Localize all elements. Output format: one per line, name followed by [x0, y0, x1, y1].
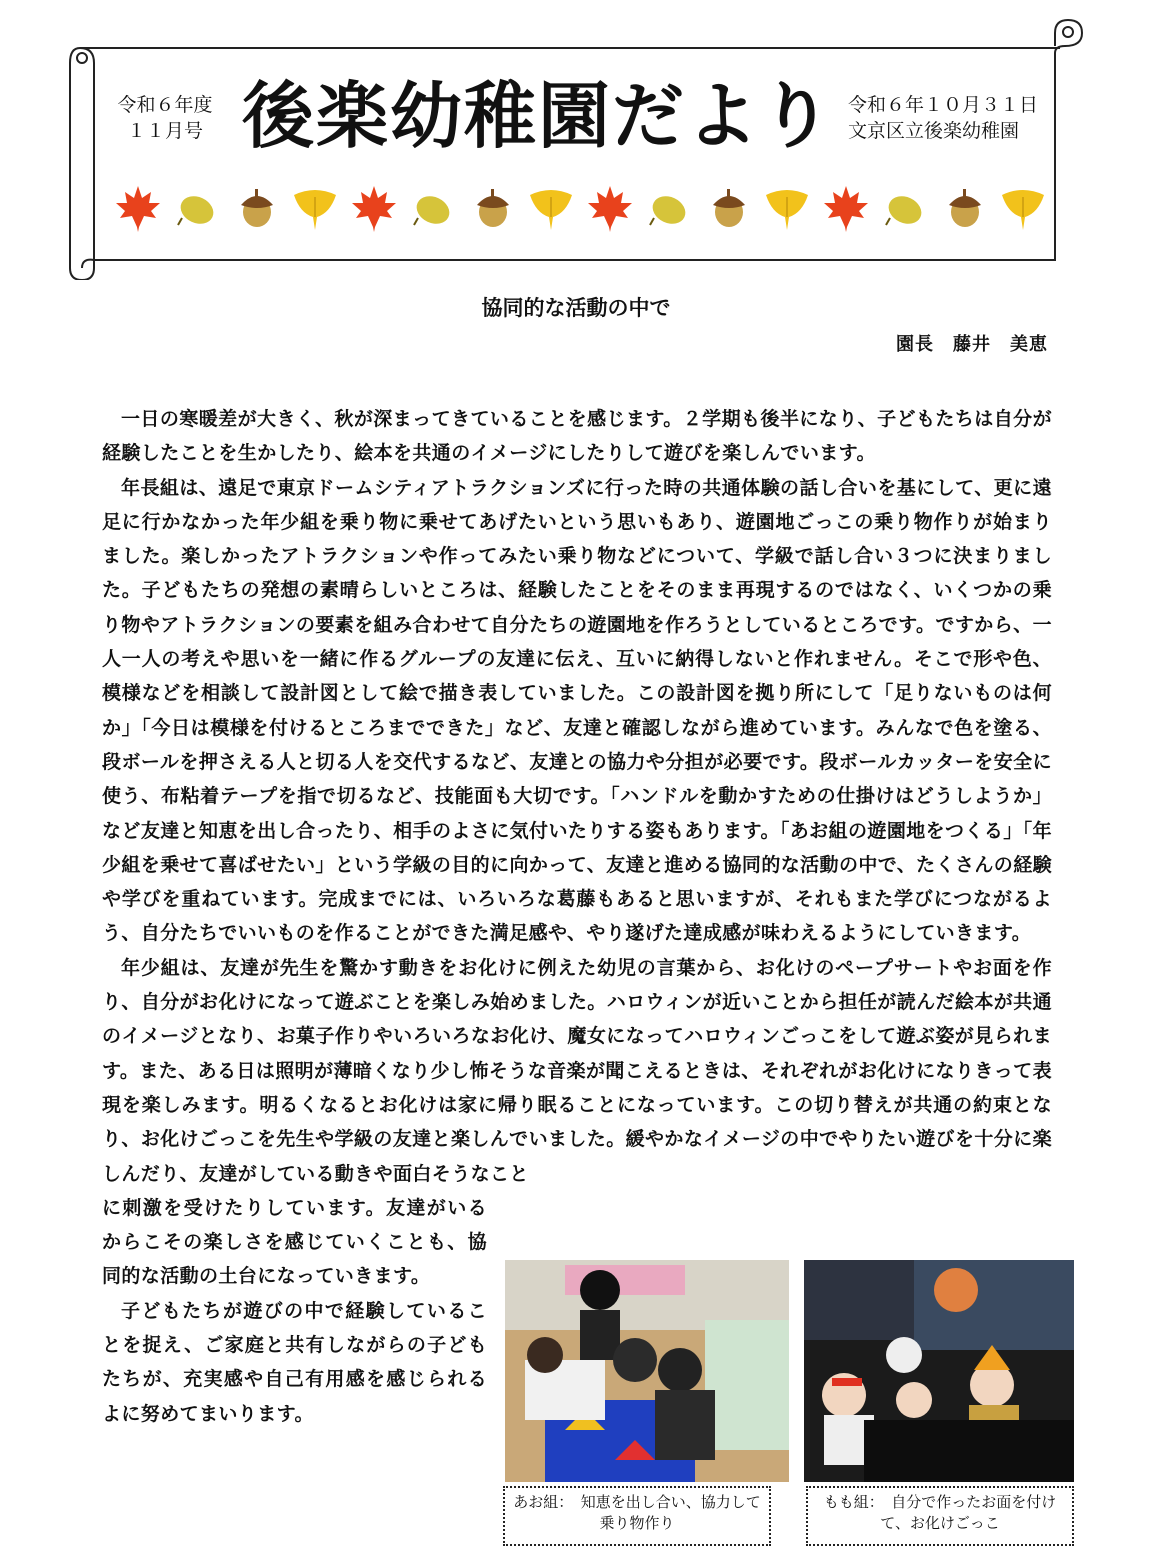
ginkgo-nut-icon: [880, 183, 930, 233]
article-heading: 協同的な活動の中で: [481, 296, 671, 320]
acorn-icon: [467, 183, 517, 233]
school-name: 文京区立後楽幼稚園: [848, 120, 1020, 142]
publication-date: 令和６年１０月３１日: [848, 94, 1039, 116]
ginkgo-leaf-icon: [998, 183, 1048, 233]
ginkgo-leaf-icon: [526, 183, 576, 233]
autumn-leaf-border: [113, 183, 1048, 235]
article-author: 園長 藤井 美恵: [896, 334, 1048, 355]
paragraph-closing: 子どもたちが遊びの中で経験していることを捉え、ご家庭と共有しながらの子どもたちが、充実感や自己有用感を感じられるよに努めてまいります。: [102, 1299, 487, 1425]
fiscal-year-label: 令和６年度: [117, 94, 213, 116]
acorn-icon: [939, 183, 989, 233]
photo-caption-momogumi: もも組： 自分で作ったお面を付けて、お化けごっこ: [806, 1486, 1074, 1546]
maple-leaf-icon: [585, 183, 635, 233]
newsletter-title: 後楽幼稚園だより: [241, 73, 834, 158]
publication-info: [848, 92, 1068, 144]
maple-leaf-icon: [821, 183, 871, 233]
ginkgo-nut-icon: [408, 183, 458, 233]
paragraph-younger-class: 年少組は、友達が先生を驚かす動きをお化けに例えた幼児の言葉から、お化けのペープサートやお面を作り、自分がお化けになって遊ぶことを楽しみ始めました。ハロウィンが近いことから担任が読んだ絵本が共通のイメージとなり、お菓子作りやいろいろなお化け、魔女になってハロウィンごっこをして遊ぶ姿が見られます。また、ある日は照明が薄暗くなり少し怖そうな音楽が聞こえるときは、それぞれがお化けになりきって表現を楽しみます。明るくなるとお化けは家に帰り眠ることになっています。この切り替えが共通の約束となり、お化けごっこを先生や学級の友達と楽しんでいました。緩やかなイメージの中でやりたい遊びを十分に楽しんだり、友達がしている動きや面白そうなこと: [102, 956, 1052, 1185]
photo-caption-aogumi: あお組： 知恵を出し合い、協力して乗り物作り: [503, 1486, 771, 1546]
ginkgo-leaf-icon: [290, 183, 340, 233]
ginkgo-nut-icon: [172, 183, 222, 233]
photo-aogumi-building-rides: [505, 1260, 789, 1482]
maple-leaf-icon: [113, 183, 163, 233]
acorn-icon: [703, 183, 753, 233]
issue-label: １１月号: [126, 120, 203, 142]
maple-leaf-icon: [349, 183, 399, 233]
issue-info: [100, 92, 230, 144]
photo-momogumi-mask-play: [804, 1260, 1074, 1482]
ginkgo-nut-icon: [644, 183, 694, 233]
paragraph-intro: 一日の寒暖差が大きく、秋が深まってきていることを感じます。２学期も後半になり、子どもたちは自分が経験したことを生かしたり、絵本を共通のイメージにしたりして遊びを楽しんでいます。: [102, 408, 1052, 465]
paragraph-older-class: 年長組は、遠足で東京ドームシティアトラクションズに行った時の共通体験の話し合いを基にして、更に遠足に行かなかった年少組を乗り物に乗せてあげたいという思いもあり、遊園地ごっこの乗り物作りが始まりました。楽しかったアトラクションや作ってみたい乗り物などについて、学級で話し合い３つに決まりました。子どもたちの発想の素晴らしいところは、経験したことをそのまま再現するのではなく、いくつかの乗り物やアトラクションの要素を組み合わせて自分たちの遊園地を作ろうとしているところです。ですから、一人一人の考えや思いを一緒に作るグループの友達に伝え、互いに納得しないと作れません。そこで形や色、模様などを相談して設計図として絵で描き表していました。この設計図を拠り所にして「足りないものは何か」「今日は模様を付けるところまでできた」など、友達と確認しながら進めています。みんなで色を塗る、段ボールを押さえる人と切る人を交代するなど、友達との協力や分担が必要です。段ボールカッターを安全に使う、布粘着テープを指で切るなど、技能面も大切です。「ハンドルを動かすための仕掛けはどうしようか」など友達と知恵を出し合ったり、相手のよさに気付いたりする姿もあります。「あお組の遊園地をつくる」「年少組を乗せて喜ばせたい」という学級の目的に向かって、友達と進める協同的な活動の中で、たくさんの経験や学びを重ねています。完成までには、いろいろな葛藤もあると思いますが、それもまた学びにつながるよう、自分たちでいいものを作ることができた満足感や、やり遂げた達成感が味わえるようにしていきます。: [102, 476, 1052, 945]
acorn-icon: [231, 183, 281, 233]
ginkgo-leaf-icon: [762, 183, 812, 233]
paragraph-younger-class-cont: に刺激を受けたりしています。友達がいるからこその楽しさを感じていくことも、協同的な活動の土台になっていきます。: [102, 1196, 487, 1288]
